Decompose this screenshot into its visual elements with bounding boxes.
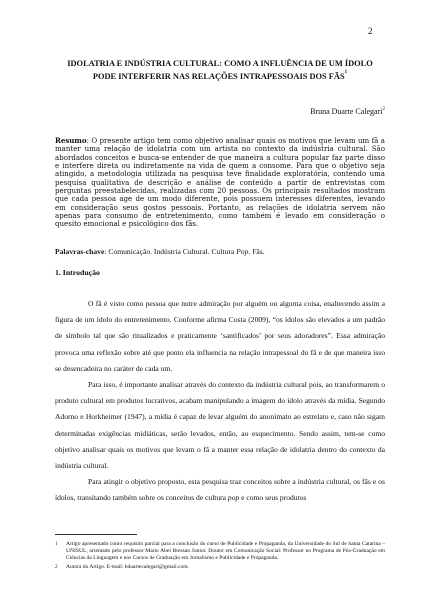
author-name: Bruna Duarte Calegari [310, 107, 383, 116]
paper-page [55, 0, 385, 602]
abstract [55, 137, 385, 229]
paragraph-text-end: e como seus produtos [239, 493, 307, 503]
paragraph-text: Para atingir o objetivo proposto, esta pesquisa traz conceitos sobre a indústria cultural, os fãs e os ídolos, transitando também sobre os conceitos de cultura [55, 477, 385, 503]
keywords-label: Palavras-chave [55, 247, 105, 256]
keywords-text-end: . Fãs. [248, 247, 265, 256]
keywords [55, 247, 385, 256]
footnote-divider [55, 534, 137, 535]
author-footnote-ref[interactable]: 2 [382, 107, 385, 112]
footnote-text: Autora do Artigo. E-mail: bduartecalegari@gmail.com. [66, 563, 189, 570]
title-line-1: IDOLATRIA E INDÚSTRIA CULTURAL: COMO A INFLUÊNCIA DE UM ÍDOLO [67, 59, 373, 68]
abstract-text: : O presente artigo tem como objetivo analisar quais os motivos que levam um fã a manter uma relação de idolatria com um artista no contexto da indústria cultural. São abordados conceitos e busca-se entender de que maneira a cultura popular faz parte disso e interfere direta ou indiretamente na vida de quem a consome. Para que o objetivo seja atingido, a metodologia utilizada na pesquisa teve finalidade exploratória, contendo uma pesquisa qualitativa de descrição e análise de conteúdo a partir de entrevistas com perguntas preestabelecidas, realizadas com 20 pessoas. Os principais resultados mostram que cada pessoa age de um modo diferente, pois possuem interesses diferentes, levando em consideração seus gostos pessoais. Portanto, as relações de idolatria servem não apenas para consumo de entretenimento, como também é levado em consideração o quesito emocional e psicológico dos fãs. [55, 136, 385, 229]
footnote [55, 541, 385, 562]
paper-title [55, 57, 385, 83]
title-line-2-text: PODE INTERFERIR NAS RELAÇÕES INTRAPESSOAIS DOS FÃS [92, 72, 345, 81]
paragraph: O fã é visto como pessoa que nutre admiração por alguém ou alguma coisa, enaltecendo assim a figura de um ídolo do entretenimento. Conforme afirma Costa (2009), “os ídolos são elevados a um padrão de símbolo tal que são ritualizados e praticamente ‘santificados’ por seus adoradores”. Essa admiração provoca uma reflexão sobre até que ponto ela influencia na relação intrapessoal do fã e de que maneira isso se desencadeira no caráter de cada um. [55, 299, 385, 373]
keywords-text: : Comunicação. Indústria Cultural. Cultura [104, 247, 237, 256]
footnote [55, 564, 385, 571]
paragraph [55, 474, 385, 506]
footnotes [55, 541, 385, 572]
author-line [310, 107, 385, 116]
abstract-label: Resumo [55, 136, 87, 145]
title-footnote-ref[interactable]: 1 [344, 70, 348, 75]
title-line-2 [55, 70, 385, 83]
footnote-mark: 1 [55, 542, 58, 547]
paragraph-italic: pop [227, 493, 240, 503]
paragraph: Para isso, é importante analisar através do contexto da indústria cultural pois, ao transformarem o produto cultural em produtos lucrativos, acabam manipulando a imagem do ídolo através da mídia. Segundo Adorno e Horkheimer (1947), a mídia é capaz de levar alguém do anonimato ao estrelato e, caso não sigam determinadas exigências midiáticas, serão levados, então, ao esquecimento. Sendo assim, tem-se como objetivo analisar quais os motivos que levam o fã a manter essa relação de idolatria dentro do contexto da indústria cultural. [55, 380, 385, 471]
keywords-italic: Pop [236, 247, 249, 256]
footnote-text: Artigo apresentado como requisito parcial para a conclusão do curso de Publicidade e Propaganda, da Universidade do Sul de Santa Catarina – UNISUL, orientado pelo professor Mario Abel Bressan Junior. Doutor em Comunicação Social: Professor no Programa de Pós-Graduação em Ciências da Linguagem e nos Cursos de Graduação em Jornalismo e Publicidade e Propaganda. [66, 541, 385, 561]
page-number: 2 [368, 26, 373, 36]
body-text [55, 296, 385, 507]
section-heading: 1. Introdução [55, 268, 100, 277]
footnote-mark: 2 [55, 564, 58, 570]
